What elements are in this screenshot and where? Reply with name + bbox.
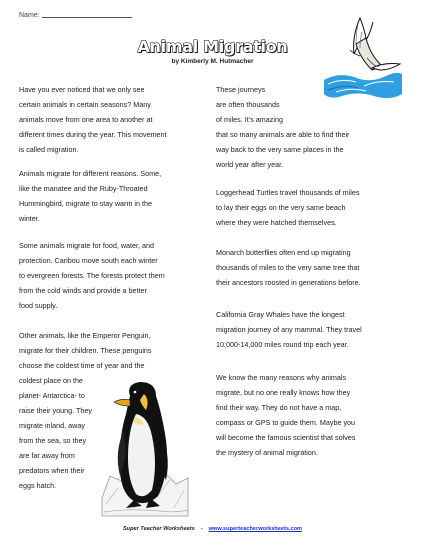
name-field[interactable] [19,12,132,19]
paragraph-8 [216,307,362,352]
text-line: 10,000-14,000 miles round trip each year. [216,340,349,349]
text-line: Other animals, like the Emperor Penguin, [19,331,151,340]
text-line: Animals migrate for different reasons. Some, [19,169,162,178]
text-line: Loggerhead Turtles travel thousands of miles [216,188,360,197]
text-line: predators when their [19,466,85,475]
text-line: world year after year. [216,160,284,169]
paragraph-9 [216,370,355,460]
text-line: from the sea, so they [19,436,87,445]
text-line: will become the famous scientist that solves [216,433,356,442]
paragraph-1 [19,82,167,157]
paragraph-6 [216,185,359,230]
text-line: thousands of miles to the very same tree that [216,263,360,272]
text-line: Some animals migrate for food, water, and [19,241,155,250]
text-line: compass or GPS to guide them. Maybe you [216,418,356,427]
text-line: These journeys [216,85,266,94]
text-line: of miles. It’s amazing [216,115,283,124]
text-line: protection. Caribou move south each winter [19,256,158,265]
footer [0,526,425,532]
text-line: are far away from [19,451,75,460]
text-line: where they were hatched themselves. [216,218,337,227]
text-line: animals move from one area to another at [19,115,153,124]
text-line: the mystery of animal migration. [216,448,318,457]
paragraph-2 [19,166,161,226]
text-line: choose the coldest time of year and the [19,361,145,370]
name-label: Name: [19,12,40,19]
text-line: different times during the year. This movement [19,130,167,139]
text-line: certain animals in certain seasons? Many [19,100,151,109]
text-line: is called migration. [19,145,79,154]
text-line: migrate inland, away [19,421,85,430]
text-line: to lay their eggs on the very same beach [216,203,346,212]
text-line: migrate, but no one really knows how they [216,388,351,397]
text-line: Monarch butterflies often end up migrating [216,248,351,257]
byline: by Kimberly M. Hutmacher [171,58,254,65]
footer-separator: - [200,526,203,532]
text-line: eggs hatch. [19,481,57,490]
text-line: We know the many reasons why animals [216,373,347,382]
text-line: Hummingbird, migrate to stay warm in the [19,199,153,208]
text-line: from the cold winds and provide a better [19,286,147,295]
text-line: way back to the very same places in the [216,145,344,154]
text-line: planet- Antarctica- to [19,391,85,400]
text-line: food supply. [19,301,58,310]
text-line: find their way. They do not have a map, [216,403,342,412]
text-line: like the manatee and the Ruby-Throated [19,184,148,193]
emperor-penguin-on-ice-icon [100,380,190,518]
paragraph-7 [216,245,361,290]
text-line: that so many animals are able to find their [216,130,350,139]
text-line: California Gray Whales have the longest [216,310,345,319]
text-line: migration journey of any mammal. They travel [216,325,362,334]
text-line: their ancestors roosted in generations before. [216,278,361,287]
paragraph-5 [216,82,349,172]
text-line: winter. [19,214,40,223]
text-line: coldest place on the [19,376,83,385]
footer-link[interactable]: www.superteacherworksheets.com [208,526,303,532]
text-line: raise their young. They [19,406,92,415]
text-line: Have you ever noticed that we only see [19,85,145,94]
footer-brand: Super Teacher Worksheets [122,526,195,532]
paragraph-3 [19,238,165,313]
page-title: Animal Migration [137,37,288,56]
text-line: are often thousands [216,100,280,109]
name-line [42,17,132,18]
text-line: migrate for their children. These penguins [19,346,152,355]
text-line: to evergreen forests. The forests protect them [19,271,165,280]
